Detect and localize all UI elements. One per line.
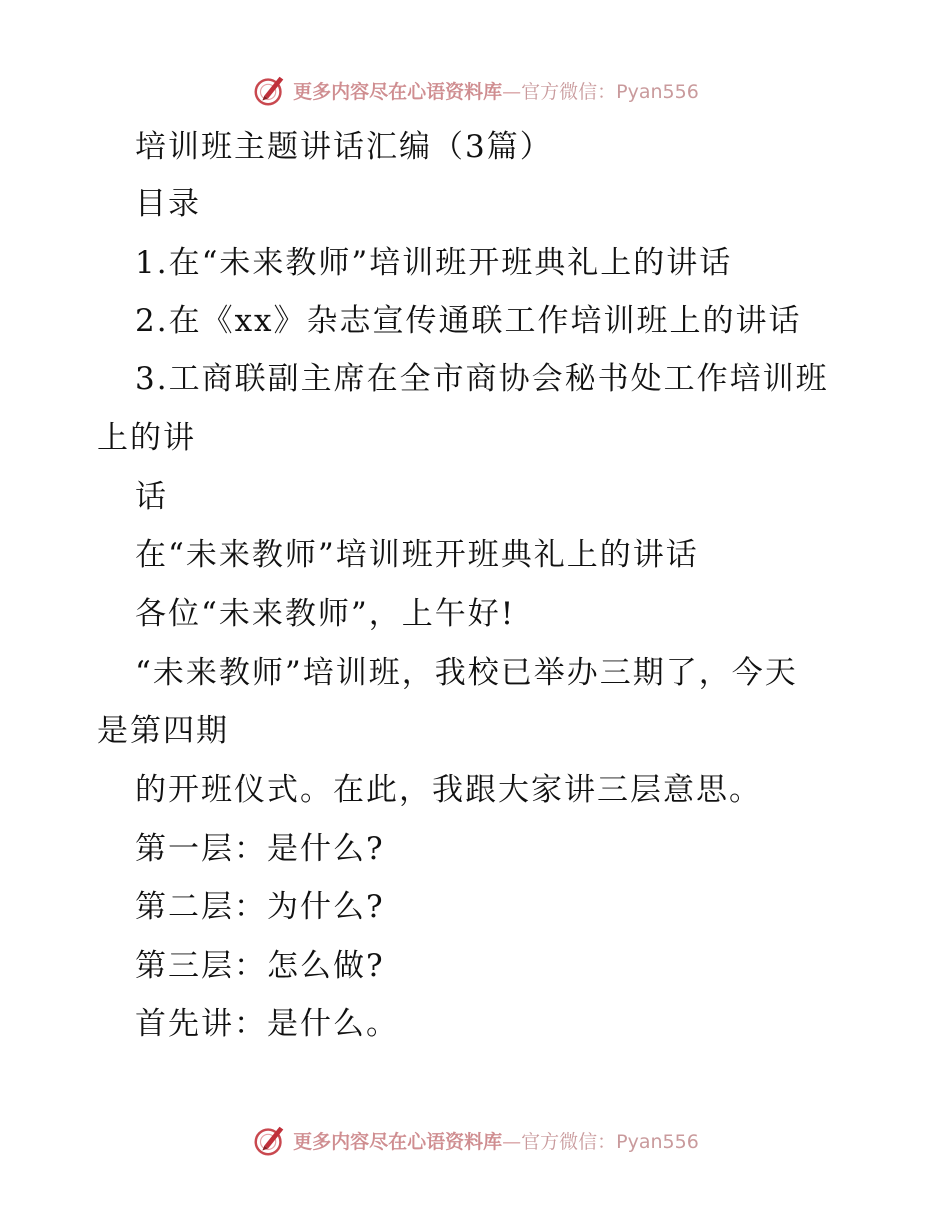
doc-title: 培训班主题讲话汇编（3篇） <box>135 129 553 165</box>
greeting: 各位“未来教师”，上午好! <box>135 596 516 632</box>
paragraph-line: 是第四期 <box>97 713 229 749</box>
paragraph-line: 的开班仪式。在此，我跟大家讲三层意思。 <box>135 772 762 808</box>
footer-watermark <box>0 1120 950 1160</box>
toc-item-3-cont: 上的讲 <box>97 420 196 456</box>
toc-item-3: 3.工商联副主席在全市商协会秘书处工作培训班 <box>135 361 829 397</box>
pen-logo-icon <box>251 71 289 109</box>
paragraph-line: “未来教师”培训班，我校已举办三期了，今天 <box>135 655 798 691</box>
watermark-text: 更多内容尽在心语资料库—官方微信：Pyan556 <box>293 80 699 103</box>
section-title: 在“未来教师”培训班开班典礼上的讲话 <box>135 537 699 573</box>
header-watermark <box>0 70 950 110</box>
toc-item-2: 2.在《xx》杂志宣传通联工作培训班上的讲话 <box>135 303 802 339</box>
layer-three: 第三层：怎么做? <box>135 948 385 984</box>
pen-logo-icon <box>251 1121 289 1159</box>
toc-heading: 目录 <box>135 186 201 222</box>
watermark-text: 更多内容尽在心语资料库—官方微信：Pyan556 <box>293 1130 699 1153</box>
toc-item-1: 1.在“未来教师”培训班开班典礼上的讲话 <box>135 245 733 281</box>
layer-two: 第二层：为什么? <box>135 889 385 925</box>
toc-item-3-cont2: 话 <box>135 479 168 515</box>
first-point: 首先讲：是什么。 <box>135 1006 399 1042</box>
layer-one: 第一层：是什么? <box>135 831 385 867</box>
